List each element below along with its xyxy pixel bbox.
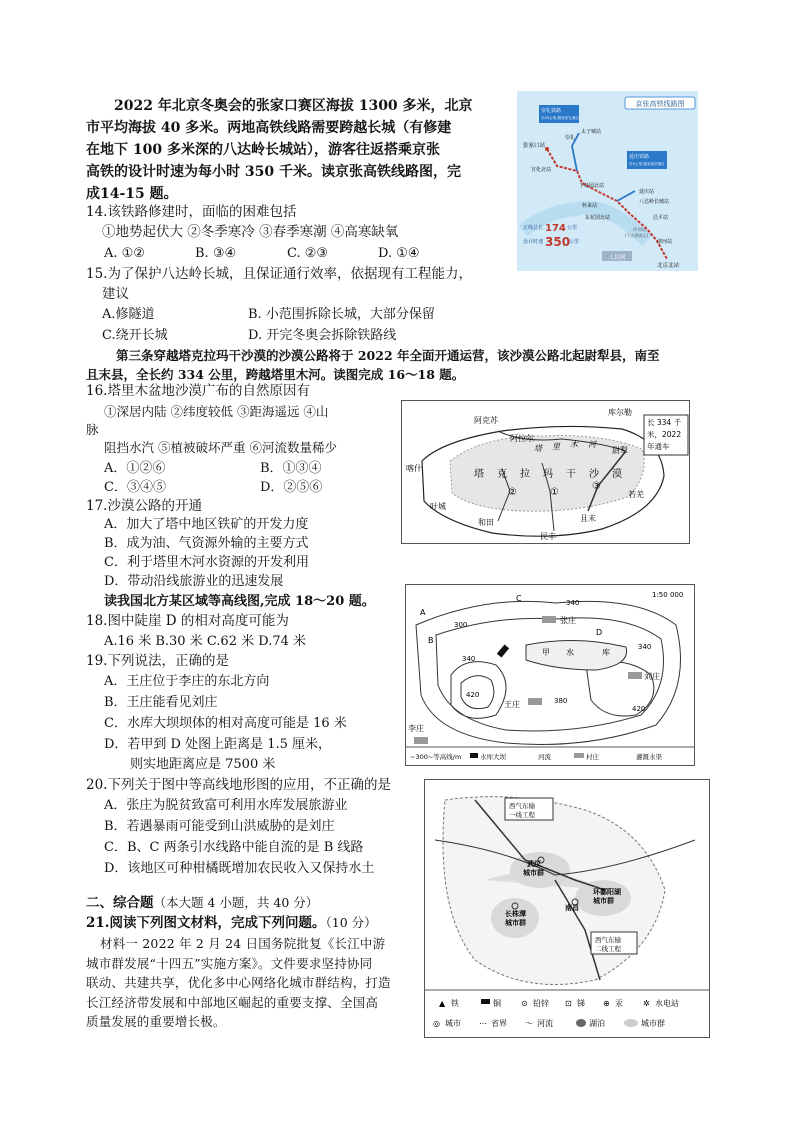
point-b: B — [428, 636, 434, 645]
legend-antimony: 锑 — [577, 999, 585, 1008]
legend-city: 城市 — [445, 1019, 461, 1028]
legend-row-1 — [439, 998, 679, 1008]
place-yecheng: 叶城 — [430, 502, 446, 511]
place-jia: 甲 — [542, 648, 550, 657]
dam — [497, 644, 509, 657]
gas2-label-1: 西气东输 — [595, 936, 621, 944]
length-value: 174 — [545, 223, 566, 234]
intro-line: 市平均海拔 40 多米。两地高铁线路需要跨越长城（有修建 — [86, 120, 452, 136]
q21-material-1 — [86, 934, 418, 1032]
legend-mercury: 汞 — [615, 999, 623, 1008]
village-li — [414, 737, 428, 744]
legend-lake-icon — [576, 1019, 586, 1027]
intro-line: 在地下 100 多米深的八达岭长城站），游客往返搭乘京张 — [86, 142, 440, 158]
legend-leadzinc-icon: ⊙ — [521, 999, 528, 1008]
q14-option-d[interactable]: D. ①④ — [378, 246, 420, 261]
road-num-1: ① — [550, 487, 559, 498]
material-line: 城市群发展“十四五”实施方案》。文件要求坚持协同 — [86, 955, 373, 971]
jingzhang-rail-map — [517, 91, 698, 271]
contour-label-4: 380 — [554, 697, 568, 705]
chongli-box-desc: 长53公里,服务崇礼赛区 — [541, 116, 580, 120]
place-liuzhuang: 刘庄 — [644, 672, 660, 681]
region-outline — [443, 797, 665, 985]
river-char-4: 河 — [588, 440, 596, 449]
station-xiahuayuan: 下花园北站 — [579, 183, 605, 189]
legend-iron: 铁 — [451, 999, 459, 1008]
road-num-3: ③ — [592, 481, 601, 492]
intro-line: 且末县，全长约 334 公里，跨越塔里木河。读图完成 16～18 题。 — [86, 367, 465, 382]
road-note-2: 米，2022 — [647, 430, 682, 439]
cluster-wuhan-2: 城市群 — [523, 869, 544, 877]
city-cluster-changzhutan — [491, 898, 539, 938]
q15-stem2: 建议 — [102, 286, 129, 302]
q19-option-b[interactable]: B．王庄能看见刘庄 — [104, 695, 218, 710]
q17-option-d[interactable]: D．带动沿线旅游业的迅速发展 — [104, 574, 284, 589]
legend-border: 省界 — [491, 1019, 507, 1028]
q18-stem: 18.图中陡崖 D 的相对高度可能为 — [86, 613, 289, 629]
station-chongli: 崇礼 — [565, 135, 576, 141]
station-donghuayuan: 东花园北站 — [585, 215, 611, 221]
place-kashgar: 喀什 — [406, 464, 422, 473]
legend-iron-icon: ▲ — [439, 999, 446, 1008]
place-zhangzhuang: 张庄 — [560, 616, 576, 625]
station-shahe-note: (不办理客运) — [625, 233, 649, 238]
legend-dam: 水库大坝 — [480, 753, 506, 761]
village-zhang — [542, 616, 556, 623]
place-hotan: 和田 — [478, 518, 494, 527]
legend-border-icon: ⋯ — [479, 1019, 487, 1028]
legend-canal: 灌溉水渠 — [636, 753, 662, 761]
station-changping: 昌平站 — [653, 215, 669, 221]
q15-option-c[interactable]: C.绕开长城 — [102, 328, 168, 343]
q15-option-a[interactable]: A.修隧道 — [102, 307, 155, 322]
point-d: D — [596, 628, 603, 637]
road-note-1: 长 334 千 — [647, 418, 682, 427]
map-title: 京张高铁线路图 — [635, 100, 685, 108]
place-ruoqiang: 若羌 — [628, 490, 644, 499]
section-note: （本大题 4 小题，共 40 分） — [153, 895, 319, 910]
taklimakan-svg — [402, 401, 689, 543]
q20-stem: 20.下列关于图中等高线地形图的应用，不正确的是 — [86, 777, 391, 793]
place-lizhuang: 李庄 — [408, 724, 424, 733]
legend-copper-icon — [481, 999, 490, 1004]
place-shui: 水 — [566, 648, 574, 657]
legend-lake: 湖泊 — [589, 1019, 605, 1028]
speed-unit: 公里 — [569, 239, 580, 245]
intro-line: 第三条穿越塔克拉玛干沙漠的沙漠公路将于 2022 年全面开通运营，该沙漠公路北起尉犁县，南至 — [116, 348, 660, 363]
q18-options[interactable]: A.16 米 B.30 米 C.62 米 D.74 米 — [104, 634, 307, 649]
legend-hydro-icon: ✲ — [643, 999, 650, 1008]
rail-map-svg — [517, 91, 698, 271]
cluster-czt-2: 城市群 — [505, 919, 526, 927]
desert-char-2: 克 — [497, 469, 507, 480]
gas1-label-1: 西气东输 — [509, 802, 535, 810]
q20-option-b[interactable]: B．若遇暴雨可能受到山洪威胁的是刘庄 — [104, 819, 335, 834]
q17-option-a[interactable]: A．加大了塔中地区铁矿的开发力度 — [104, 517, 309, 532]
q17-option-c[interactable]: C．利于塔里木河水资源的开发利用 — [104, 555, 309, 570]
desert-char-1: 塔 — [474, 469, 484, 480]
q15-option-b[interactable]: B. 小范围拆除长城，大部分保留 — [248, 307, 435, 322]
legend-river: 河流 — [538, 753, 551, 761]
q16-line1: ①深居内陆 ②纬度较低 ③距海遥远 ④山 — [104, 404, 329, 419]
yangtze-map — [424, 779, 710, 1038]
q14-option-a[interactable]: A. ①② — [104, 246, 145, 261]
place-aksu: 阿克苏 — [474, 416, 498, 425]
gas2-label-2: 二线工程 — [595, 945, 621, 953]
station-badaling: 八达岭长城站 — [639, 199, 670, 205]
q16-stem: 16.塔里木盆地沙漠广布的自然原因有 — [86, 383, 310, 399]
q19-option-a[interactable]: A．王庄位于李庄的东北方向 — [104, 674, 270, 689]
desert-char-4: 玛 — [543, 469, 553, 480]
length-label: 正线总长 — [523, 225, 544, 231]
legend-copper: 铜 — [493, 999, 501, 1008]
desert-char-6: 沙 — [589, 469, 599, 480]
legend-contour: ~300~等高线/m — [410, 753, 462, 761]
section-title: 二、综合题 — [86, 895, 154, 911]
q14-option-b[interactable]: B. ③④ — [195, 246, 237, 261]
q14-stem: 14.该铁路修建时，面临的困难包括 — [86, 204, 297, 220]
place-korla: 库尔勒 — [608, 408, 632, 417]
place-ku: 库 — [602, 648, 610, 657]
river-char-2: 里 — [552, 442, 560, 451]
yanqing-box-title: 延庆铁路 — [629, 154, 650, 160]
desert-char-5: 干 — [566, 469, 576, 480]
legend-village: 村庄 — [586, 753, 599, 761]
contour-label-7: 340 — [638, 643, 652, 651]
legend-village-swatch — [574, 753, 584, 758]
legend-cluster: 城市群 — [641, 1019, 665, 1028]
contour-label-5: 420 — [466, 691, 480, 699]
q17-option-b[interactable]: B．成为油、气资源外输的主要方式 — [104, 536, 309, 551]
road-note-3: 年通车 — [647, 442, 670, 451]
place-minfeng: 民丰 — [540, 532, 556, 541]
q21-stem: 21.阅读下列图文材料，完成下列问题。 — [86, 915, 326, 931]
intro-14-15 — [86, 95, 506, 205]
q16-option-c[interactable]: C．③④⑤ — [104, 480, 166, 495]
river-char-3: 木 — [570, 440, 578, 449]
q20-option-d[interactable]: D．该地区可种柑橘既增加农民收入又保持水土 — [104, 861, 375, 876]
place-wangzhuang: 王庄 — [504, 700, 520, 709]
logo-text: 人民网 — [608, 255, 626, 261]
material-line: 联动、共建共享，优化多中心网络化城市群结构，打造 — [86, 975, 391, 990]
city-nanchang: 南昌 — [565, 904, 579, 912]
legend-row-2 — [433, 1018, 665, 1028]
place-yuli: 尉犁 — [612, 446, 628, 455]
point-a: A — [420, 608, 426, 617]
village-wang — [528, 698, 542, 705]
q20-option-a[interactable]: A．张庄为脱贫致富可利用水库发展旅游业 — [104, 798, 348, 813]
station-beijingbei: 北京北站 — [657, 263, 680, 269]
cluster-poyang-2: 城市群 — [593, 897, 614, 905]
chongli-box-title: 崇礼铁路 — [541, 108, 562, 114]
station-qinghe: 清河站 — [657, 239, 673, 245]
village-liu — [628, 672, 642, 679]
legend-antimony-icon: ⊡ — [565, 999, 572, 1008]
q17-stem: 17.沙漠公路的开通 — [86, 498, 202, 514]
contour-label-2: 300 — [454, 621, 468, 629]
material-line: 材料一 2022 年 2 月 24 日国务院批复《长江中游 — [100, 936, 386, 951]
intro-line: 2022 年北京冬奥会的张家口赛区海拔 1300 多米，北京 — [114, 98, 473, 114]
place-qiemo: 且末 — [580, 514, 596, 523]
q19-option-d-cont: 则实地距离应是 7500 米 — [130, 757, 276, 772]
q16-option-a[interactable]: A．①②⑥ — [104, 461, 166, 476]
yangtze-svg — [425, 780, 709, 1037]
legend-cluster-icon — [624, 1019, 638, 1027]
speed-label: 设计时速 — [523, 239, 544, 245]
contour-label-3: 340 — [462, 655, 476, 663]
contour-map — [405, 584, 695, 766]
legend-hydro: 水电站 — [655, 999, 679, 1008]
q16-line3: 阻挡水汽 ⑤植被破坏严重 ⑥河流数量稀少 — [104, 440, 337, 455]
station-dot — [545, 147, 549, 151]
desert-char-3: 拉 — [520, 469, 530, 480]
intro-16-18 — [86, 346, 716, 384]
intro-18-20: 读我国北方某区域等高线图,完成 18～20 题。 — [104, 594, 375, 609]
q14-option-c[interactable]: C. ②③ — [287, 246, 329, 261]
cluster-poyang-1: 环鄱阳湖 — [593, 888, 621, 896]
cluster-czt-1: 长株潭 — [505, 910, 526, 918]
legend-leadzinc: 铅锌 — [533, 999, 549, 1008]
desert-char-7: 漠 — [612, 469, 622, 480]
legend-mercury-icon: ⊕ — [603, 999, 610, 1008]
road-num-2: ② — [508, 487, 517, 498]
river-char-1: 塔 — [534, 444, 542, 453]
intro-line: 高铁的设计时速为每小时 350 千米。读京张高铁线路图，完 — [86, 164, 461, 180]
q21-heading — [86, 913, 377, 933]
point-c: C — [516, 594, 522, 603]
gas1-label-2: 一线工程 — [509, 811, 535, 819]
station-huailai: 怀来站 — [582, 203, 598, 209]
section-heading — [86, 893, 318, 913]
q21-score: （10 分） — [325, 915, 377, 930]
station-xuanhua: 宣化北站 — [531, 167, 552, 173]
station-yanqing: 延庆站 — [639, 189, 655, 195]
q16-option-d[interactable]: D．②⑤⑥ — [260, 480, 323, 495]
q16-option-b[interactable]: B．①③④ — [260, 461, 322, 476]
q16-line2: 脉 — [86, 422, 99, 437]
legend-river-icon: 〜 — [525, 1019, 533, 1028]
q15-option-d[interactable]: D. 开完冬奥会拆除铁路线 — [248, 328, 397, 343]
taklimakan-map — [401, 400, 690, 544]
intro-line: 成14-15 题。 — [86, 186, 178, 202]
length-unit: 公里 — [567, 225, 578, 231]
q19-stem: 19.下列说法，正确的是 — [86, 653, 229, 669]
material-line: 长江经济带发展和中部地区崛起的重要支撑、全国高 — [86, 994, 379, 1010]
q19-option-c[interactable]: C．水库大坝坝体的相对高度可能是 16 米 — [104, 716, 347, 731]
station-zhangjiakou: 张家口站 — [523, 143, 546, 149]
q15-stem: 15.为了保护八达岭长城，且保证通行效率，依据现有工程能力， — [86, 266, 472, 282]
contour-svg — [406, 585, 694, 765]
contour-label-6: 420 — [632, 705, 646, 713]
speed-value: 350 — [545, 235, 571, 249]
cluster-wuhan-1: 武汉 — [527, 860, 541, 868]
q20-option-c[interactable]: C．B、C 两条引水线路中能自流的是 B 线路 — [104, 840, 364, 855]
place-alar: 阿拉尔 — [510, 434, 534, 443]
map-scale: 1:50 000 — [652, 591, 684, 599]
contour-hill-1 — [451, 662, 506, 719]
contour-label-1: 340 — [566, 599, 580, 607]
yanqing-box-desc: 长9公里,服务延庆赛区 — [629, 162, 665, 166]
material-line: 质量发展的重要增长极。 — [86, 1014, 226, 1029]
station-shahe: 沙河站 — [633, 228, 647, 233]
q19-option-d[interactable]: D．若甲到 D 处图上距离是 1.5 厘米， — [104, 737, 332, 752]
legend-city-icon: ◎ — [433, 1019, 440, 1028]
legend-river: 河流 — [537, 1019, 553, 1028]
station-taizicheng: 太子城站 — [581, 129, 602, 135]
q14-items: ①地势起伏大 ②冬季寒冷 ③春季寒潮 ④高寒缺氧 — [102, 224, 399, 240]
legend-dam-swatch — [470, 753, 478, 758]
